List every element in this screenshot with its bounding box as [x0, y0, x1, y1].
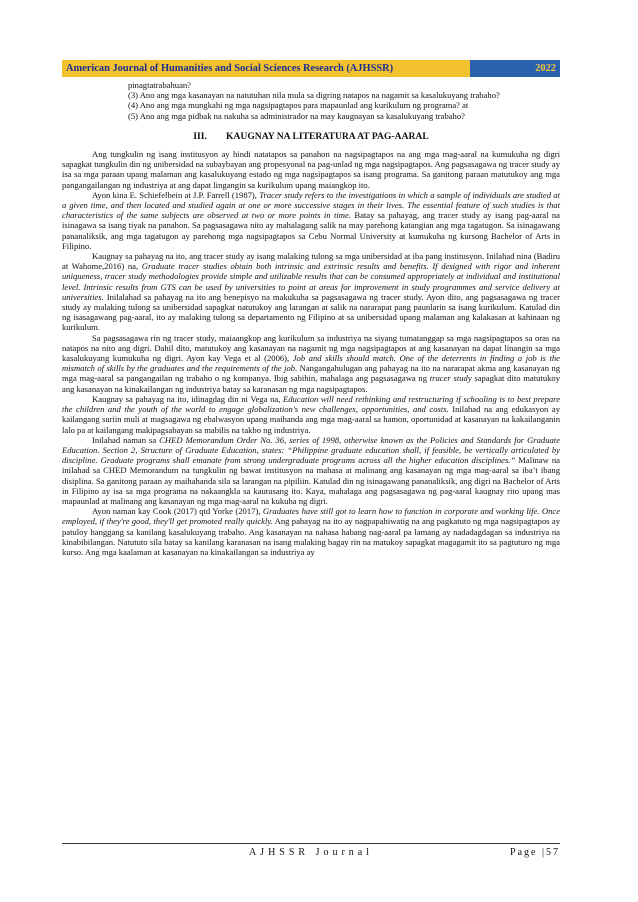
- question-item: (3) Ano ang mga kasanayan na natutuhan nila mula sa digring natapos na nagamit sa kasalukuyang trabaho?: [128, 90, 500, 101]
- paragraph-3: Kaugnay sa pahayag na ito, ang tracer study ay isang malaking tulong sa mga unibersidad at iba pang institusyon. Inilahad nina (Badiru at Wahome,2016) na, Graduate tracer studies obtain both intrinsic and extrinsic results and benefits. If designed with rigor and inherent uniqueness, tracer study methodologies provide simple and utilizable results that can be consumed appropriately at individual and institutional level. Intrinsic results from GTS can be used by universities to point at areas for improvement in study programmes and service delivery at universities. Inilalahad sa pahayag na ito ang benepisyo na makukuha sa pagsasagawa ng tracer study. Ayon dito, ang pagsasagawa ng tracer study ay malaking tulong sa unibersidad sapagkat natutukoy ang larangan at salik na nararapat pang paunlarin sa isang kurikulum. Katulad din ng isasagawang pag-aaral, ito ay malaking tulong sa departamento ng Filipino at sa unibersidad upang malaman ang kalakasan at kahinaan ng kurikulum.: [62, 251, 560, 333]
- section-heading: III. KAUGNAY NA LITERATURA AT PAG-AARAL: [193, 130, 429, 142]
- page-number: Page |57: [510, 847, 560, 858]
- footer-journal: AJHSSR Journal: [248, 847, 374, 858]
- paragraph-5: Kaugnay sa pahayag na ito, idinagdag din ni Vega na, Education will need rethinking and restructuring if schooling is to best prepare the children and the youth of the world to engage globalization's new challenges, opportunities, and costs. Inilahad na ang edukasyon ay kailangang suriin muli at magsagawa ng ebalwasyon upang maihanda ang mga mag-aaral sa hamon, oportunidad at kasanayan na kakailanganin lalo pa at kailangang makipagsabayan sa mabilis na takbo ng industriya.: [62, 393, 561, 435]
- journal-title: American Journal of Humanities and Social Sciences Research (AJHSSR): [62, 60, 470, 77]
- paragraph-1: Ang tungkulin ng isang institusyon ay hindi natatapos sa panahon na nagsipagtapos na ang mga mag-aaral na kumukuha ng digri sapagkat tungkulin din ng unibersidad na subaybayan ang propesyonal na pag-unlad ng mga nagsipagtapos. Ang pagsasagawa ng tracer study ay isa sa mga paraan upang malaman ang kasalukuyang estado ng mga nagsipagtapos sa isang programa. Sa ganitong paraan matutukoy ang mga pangangailangan ng industriya at ang dapat lingangin sa kurikulum upang maiangkop ito.: [62, 149, 560, 190]
- paragraph-6: Inilahad naman sa CHED Memorandum Order No. 36, series of 1998, otherwise known as the Policies and Standards for Graduate Education. Section 2, Structure of Graduate Education, states: “Philippine graduate education shall, if feasible, be vertically articulated by discipline. Graduate programs shall emanate from strong undergraduate programs across all the higher education disciplines.” Malinaw na inilahad sa CHED Memorandum na tungkulin ng bawat institusyon na mahasa at malinang ang kasanayan ng mga mag-aaral sa iba’t ibang disiplina. Sa ganitong paraan ay maihahanda sila sa larangan na pipiliin. Katulad din ng isinagawang pananaliksik, ang digri na Bachelor of Arts in Filipino ay isa sa mga programa na nakaangkla sa kautusang ito. Kaya, mahalaga ang pagsasagawa ng pag-aaral kaugnay rito upang mas mapaunlad at malinang ang kasanayan ng mga mag-aaral na kukuha ng digri.: [62, 434, 561, 506]
- journal-header-bar: [62, 60, 560, 77]
- question-item: pinagtatrabahuan?: [128, 80, 191, 90]
- paragraph-7: Ayon naman kay Cook (2017) qtd Yorke (2017), Graduates have still got to learn how to function in corporate and working life. Once employed, if they're good, they'll get promoted really quickly. Ang pahayag na ito ay nagpapahiwatig na ang pagkatuto ng mga nagsipagtapos ay patuloy hanggang sa kanilang kasalukuyang trabaho. Ang kasanayan na nahasa habang nag-aaral pa lamang ay nadadagdagan sa industriya na kinabibilangan. Natututo sila batay sa kanilang karanasan na isang malaking bagay rin na matukoy sapagkat magagamit ito sa pagtuturo ng mga kurso. Ang mga kaalaman at kasanayan na kinakailangan sa industriya ay: [62, 506, 561, 557]
- question-item: (5) Ano ang mga pidbak na nakuha sa administrador na may kaugnayan sa kasalukuyang trabaho?: [128, 110, 465, 121]
- paragraph-4: Sa pagsasagawa rin ng tracer study, maiaangkop ang kurikulum sa industriya na siyang tumatanggap sa mga nagsipagtapos sa oras na natapos na nito ang digri. Dahil dito, matutukoy ang kasanayan na nagamit ng mga nagsipagtapos at ang kasanayan na dapat linangin sa mga kasalukuyang kumukuha ng digri. Ayon kay Vega et al (2006), Job and skills should match. One of the deterrents in finding a job is the mismatch of skills by the graduates and the requirements of the job. Nangangahulugan ang pahayag na ito na nararapat akma ang kasanayan ng mga mag-aaral sa pangangailan ng trabaho o ng kompanya. Ibig sabihin, mahalaga ang pagsasagawa ng tracer study sapagkat dito matutukoy ang kasanayan na kinakailangan ng industriya batay sa karanasan ng mga nagsipagtapos.: [62, 332, 561, 394]
- journal-year: 2022: [470, 60, 560, 77]
- footer-divider: [62, 843, 560, 844]
- question-item: (4) Ano ang mga mungkahi ng mga nagsipagtapos para mapaunlad ang kurikulum ng programa? at: [128, 100, 469, 111]
- paragraph-2: Ayon kina E. Schiefelbein at J.P. Farrell (1987), Tracer study refers to the investigations in which a sample of individuals are studied at a given time, and then located and studied again at one or more successive stages in their lives. The essential feature of such studies is that characteristics of the same subjects are observed at two or more points in time. Batay sa pahayag, ang tracer study ay isang pag-aaral na isinagawa sa isang tiyak na panahon. Sa pagsasagawa nito ay mahalagang salik na may parehong katangian ang mga tagatugon. Sa isinagawang pananaliksik, ang mga tagatugon ay parehong mga nagsipagtapos sa Cebu Normal University at kumukuha ng kursong Bachelor of Arts in Filipino.: [62, 189, 560, 251]
- page-body: [62, 80, 560, 557]
